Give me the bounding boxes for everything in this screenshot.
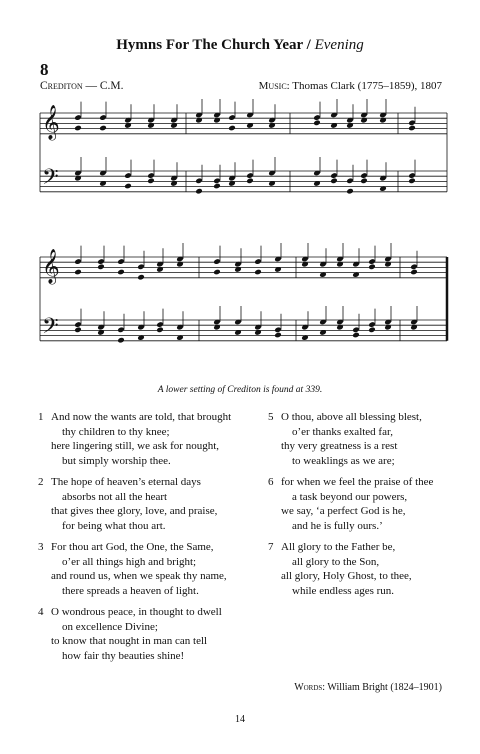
tune-name: Crediton — C.M.: [40, 80, 124, 92]
verse-line: The hope of heaven’s eternal days: [51, 476, 201, 488]
verse-5: [268, 410, 480, 468]
title-subtitle: Evening: [314, 37, 364, 53]
verse-line: that gives thee glory, love, and praise,: [51, 505, 218, 517]
verse-number: 5: [268, 411, 274, 423]
verse-line: O wondrous peace, in thought to dwell: [51, 606, 222, 618]
verse-line: all glory to the Son,: [292, 555, 380, 568]
verse-3: [38, 540, 253, 598]
verse-6: [268, 475, 480, 533]
verse-line: thy children to thy knee;: [62, 425, 170, 438]
note-head: [360, 178, 368, 185]
verse-number: 2: [38, 476, 44, 488]
verse-line: and he is fully ours.’: [292, 519, 383, 532]
verse-line: how fair thy beauties shine!: [62, 649, 185, 662]
verse-line: to weaklings as we are;: [292, 454, 395, 467]
verse-line: but simply worship thee.: [62, 454, 171, 467]
verse-line: for when we feel the praise of thee: [281, 476, 434, 488]
note-head: [228, 125, 236, 132]
note-head: [274, 332, 282, 339]
note-head: [195, 188, 203, 195]
note-head: [124, 183, 132, 190]
verse-line: absorbs not all the heart: [62, 490, 168, 503]
note-head: [74, 125, 82, 132]
note-head: [156, 327, 164, 334]
note-head: [410, 269, 418, 276]
verse-number: 1: [38, 411, 44, 423]
verse-line: and round us, when we speak thy name,: [51, 570, 227, 582]
verse-7: [268, 540, 480, 598]
note-head: [74, 327, 82, 334]
verse-line: o’er all things high and bright;: [62, 555, 197, 568]
note-head: [147, 178, 155, 185]
note-head: [313, 120, 321, 127]
treble-clef-icon: 𝄞: [42, 249, 60, 284]
note-head: [408, 178, 416, 185]
note-head: [117, 269, 125, 276]
verse-line: all glory, Holy Ghost, to thee,: [281, 570, 412, 582]
verse-line: All glory to the Father be,: [281, 541, 396, 553]
note-head: [213, 183, 221, 190]
treble-clef-icon: 𝄞: [42, 105, 60, 140]
note-head: [330, 178, 338, 185]
title-main: Hymns For The Church Year /: [116, 37, 311, 53]
verse-number: 4: [38, 606, 44, 618]
music-composer: Thomas Clark (1775–1859), 1807: [292, 80, 442, 92]
page-number: 14: [235, 714, 245, 725]
verse-2: [38, 475, 253, 533]
verse-line: For thou art God, the One, the Same,: [51, 541, 214, 553]
note-head: [99, 125, 107, 132]
words-author: William Bright (1824–1901): [327, 682, 442, 693]
verse-line: O thou, above all blessing blest,: [281, 411, 422, 423]
note-head: [346, 188, 354, 195]
verse-line: there spreads a heaven of light.: [62, 584, 199, 597]
note-head: [97, 264, 105, 271]
note-head: [368, 327, 376, 334]
setting-note: A lower setting of Crediton is found at 339.: [157, 385, 323, 395]
note-head: [117, 337, 125, 344]
verse-line: for being what thou art.: [62, 519, 166, 532]
bass-clef-icon: 𝄢: [42, 314, 59, 344]
verse-line: o’er thanks exalted far,: [292, 425, 393, 438]
note-head: [254, 269, 262, 276]
verse-4: [38, 605, 253, 663]
verse-number: 7: [268, 541, 274, 553]
words-credit: [294, 682, 442, 693]
verse-line: on excellence Divine;: [62, 620, 158, 633]
note-head: [137, 274, 145, 281]
music-label: Music:: [258, 80, 290, 92]
note-head: [352, 332, 360, 339]
note-head: [213, 269, 221, 276]
verse-line: we say, ‘a perfect God is he,: [281, 505, 406, 517]
verse-line: while endless ages run.: [292, 584, 395, 597]
verse-line: And now the wants are told, that brought: [51, 411, 232, 423]
hymn-number: 8: [40, 60, 49, 79]
note-head: [368, 264, 376, 271]
verse-number: 3: [38, 541, 44, 553]
verse-line: here lingering still, we ask for nought,: [51, 440, 220, 452]
note-head: [74, 269, 82, 276]
verse-line: thy very greatness is a rest: [281, 440, 398, 452]
verse-number: 6: [268, 476, 274, 488]
verse-line: to know that nought in man can tell: [51, 635, 208, 647]
note-head: [246, 178, 254, 185]
words-label: Words:: [294, 682, 326, 693]
note-head: [408, 125, 416, 132]
verse-line: a task beyond our powers,: [292, 490, 408, 503]
verse-1: [38, 410, 253, 468]
bass-clef-icon: 𝄢: [42, 165, 59, 195]
